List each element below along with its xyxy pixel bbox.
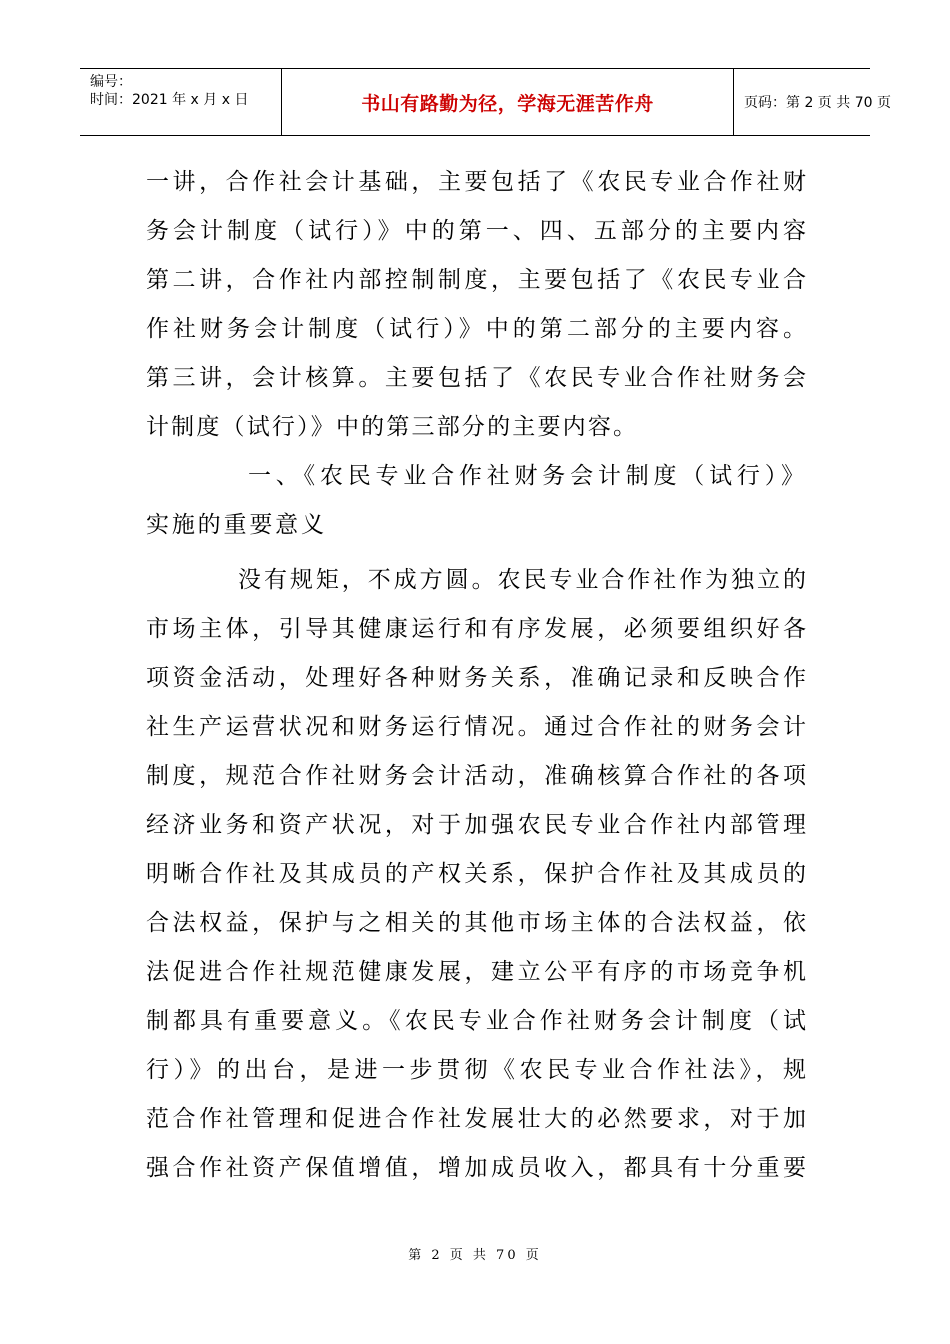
body-line: 计制度（试行）》中的第三部分的主要内容。 xyxy=(146,414,636,440)
body-line: 范合作社管理和促进合作社发展壮大的必然要求，对于加 xyxy=(146,1106,806,1132)
document-date-label: 时间：2021 年 x 月 x 日 xyxy=(90,92,249,108)
body-line: 法促进合作社规范健康发展，建立公平有序的市场竞争机 xyxy=(146,959,806,985)
body-line: 作社财务会计制度（试行）》中的第二部分的主要内容。 xyxy=(146,316,806,342)
section-heading-line-1: 一、《农民专业合作社财务会计制度（试行）》 xyxy=(248,463,804,489)
body-line: 一讲，合作社会计基础，主要包括了《农民专业合作社财 xyxy=(146,169,806,195)
body-line: 社生产运营状况和财务运行情况。通过合作社的财务会计 xyxy=(146,714,806,740)
body-line: 制都具有重要意义。《农民专业合作社财务会计制度（试 xyxy=(146,1008,806,1034)
body-line: 制度，规范合作社财务会计活动，准确核算合作社的各项 xyxy=(146,763,806,789)
section-heading-line-2: 实施的重要意义 xyxy=(146,512,324,538)
body-line: 明晰合作社及其成员的产权关系，保护合作社及其成员的 xyxy=(146,861,806,887)
paragraph-first-line: 没有规矩，不成方圆。农民专业合作社作为独立的 xyxy=(238,567,806,593)
body-line: 强合作社资产保值增值，增加成员收入，都具有十分重要 xyxy=(146,1155,806,1181)
body-line: 经济业务和资产状况，对于加强农民专业合作社内部管理 xyxy=(146,812,806,838)
body-line: 市场主体，引导其健康运行和有序发展，必须要组织好各 xyxy=(146,616,806,642)
body-line: 项资金活动，处理好各种财务关系，准确记录和反映合作 xyxy=(146,665,806,691)
document-number-label: 编号： xyxy=(90,74,132,90)
body-line: 行）》的出台，是进一步贯彻《农民专业合作社法》，规 xyxy=(146,1057,806,1083)
page-footer: 第 2 页 共 70 页 xyxy=(408,1248,542,1263)
body-line: 务会计制度（试行）》中的第一、四、五部分的主要内容 xyxy=(146,218,806,244)
body-line: 合法权益，保护与之相关的其他市场主体的合法权益，依 xyxy=(146,910,806,936)
document-header xyxy=(80,68,891,136)
header-slogan: 书山有路勤为径，学海无涯苦作舟 xyxy=(282,69,734,135)
body-line: 第二讲，合作社内部控制制度，主要包括了《农民专业合 xyxy=(146,267,806,293)
header-page-info: 页码：第 2 页 共 70 页 xyxy=(744,95,891,111)
body-line: 第三讲，会计核算。主要包括了《农民专业合作社财务会 xyxy=(146,365,806,391)
header-meta-cell xyxy=(80,69,282,135)
